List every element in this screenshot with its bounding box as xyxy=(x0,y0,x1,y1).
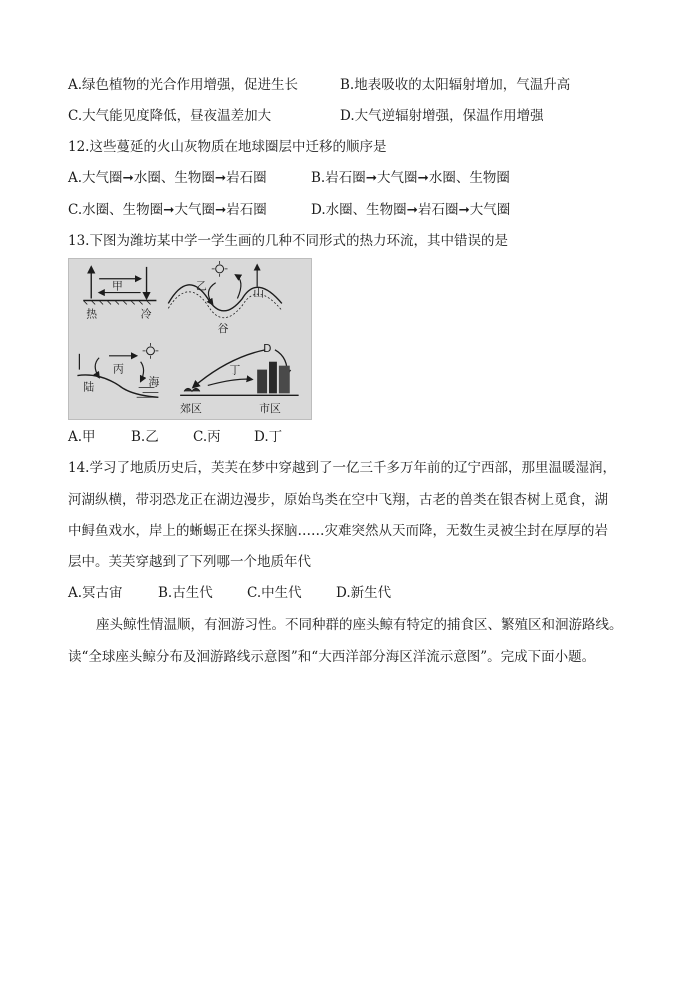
q13-option-c: C.丙 xyxy=(193,429,221,445)
label-shan: 山 xyxy=(253,286,265,300)
q12-option-d: D.水圈、生物圈➞岩石圈➞大气圈 xyxy=(311,202,511,218)
label-yi: 乙 xyxy=(195,279,207,293)
panel-ding xyxy=(180,342,299,415)
q14-line-3: 中鲟鱼戏水，岸上的蜥蜴正在探头探脑……灾难突然从天而降，无数生灵被尘封在厚厚的岩 xyxy=(68,523,608,539)
label-shiqu: 市区 xyxy=(259,402,281,416)
q11-option-a: A.绿色植物的光合作用增强，促进生长 xyxy=(68,77,299,93)
label-ding: 丁 xyxy=(229,363,241,377)
q12-option-a: A.大气圈➞水圈、生物圈➞岩石圈 xyxy=(68,170,267,186)
q12-stem: 12.这些蔓延的火山灰物质在地球圈层中迁移的顺序是 xyxy=(68,139,387,155)
label-hai: 海 xyxy=(148,375,160,389)
passage-line-1: 座头鲸性情温顺，有洄游习性。不同种群的座头鲸有特定的捕食区、繁殖区和洄游路线。 xyxy=(96,617,623,633)
q12-option-c: C.水圈、生物圈➞大气圈➞岩石圈 xyxy=(68,202,267,218)
q14-line-2: 河湖纵横，带羽恐龙正在湖边漫步，原始鸟类在空中飞翔，古老的兽类在银杏树上觅食，湖 xyxy=(68,492,608,508)
q13-stem: 13.下图为潍坊某中学一学生画的几种不同形式的热力环流，其中错误的是 xyxy=(68,233,508,249)
label-leng: 冷 xyxy=(140,307,152,321)
label-lu: 陆 xyxy=(83,380,95,394)
thermal-circulation-figure xyxy=(68,258,312,420)
passage-line-2: 读“全球座头鲸分布及洄游路线示意图”和“大西洋部分海区洋流示意图”。完成下面小题。 xyxy=(68,649,596,665)
panel-bing xyxy=(77,343,159,397)
label-bing: 丙 xyxy=(112,362,124,376)
q14-option-d: D.新生代 xyxy=(336,585,392,601)
q11-option-c: C.大气能见度降低，昼夜温差加大 xyxy=(68,108,272,124)
q12-option-b: B.岩石圈➞大气圈➞水圈、生物圈 xyxy=(311,170,510,186)
q11-option-d: D.大气逆辐射增强，保温作用增强 xyxy=(340,108,544,124)
label-re: 热 xyxy=(86,307,98,321)
panel-yi xyxy=(168,261,282,335)
q13-option-b: B.乙 xyxy=(131,429,159,445)
q14-line-4: 层中。芙芙穿越到了下列哪一个地质年代 xyxy=(68,554,311,570)
q13-option-a: A.甲 xyxy=(68,429,96,445)
label-jia: 甲 xyxy=(111,279,123,293)
q11-option-b: B.地表吸收的太阳辐射增加，气温升高 xyxy=(340,77,571,93)
label-jiaoqu: 郊区 xyxy=(180,402,202,416)
q14-line-1: 14.学习了地质历史后，芙芙在梦中穿越到了一亿三千多万年前的辽宁西部，那里温暖湿润， xyxy=(68,460,616,476)
label-d: D xyxy=(263,341,272,355)
panel-jia xyxy=(83,267,156,320)
q14-option-a: A.冥古宙 xyxy=(68,585,123,601)
q13-option-d: D.丁 xyxy=(254,429,283,445)
q14-option-c: C.中生代 xyxy=(247,585,302,601)
q14-option-b: B.古生代 xyxy=(158,585,213,601)
label-gu: 谷 xyxy=(217,322,229,336)
